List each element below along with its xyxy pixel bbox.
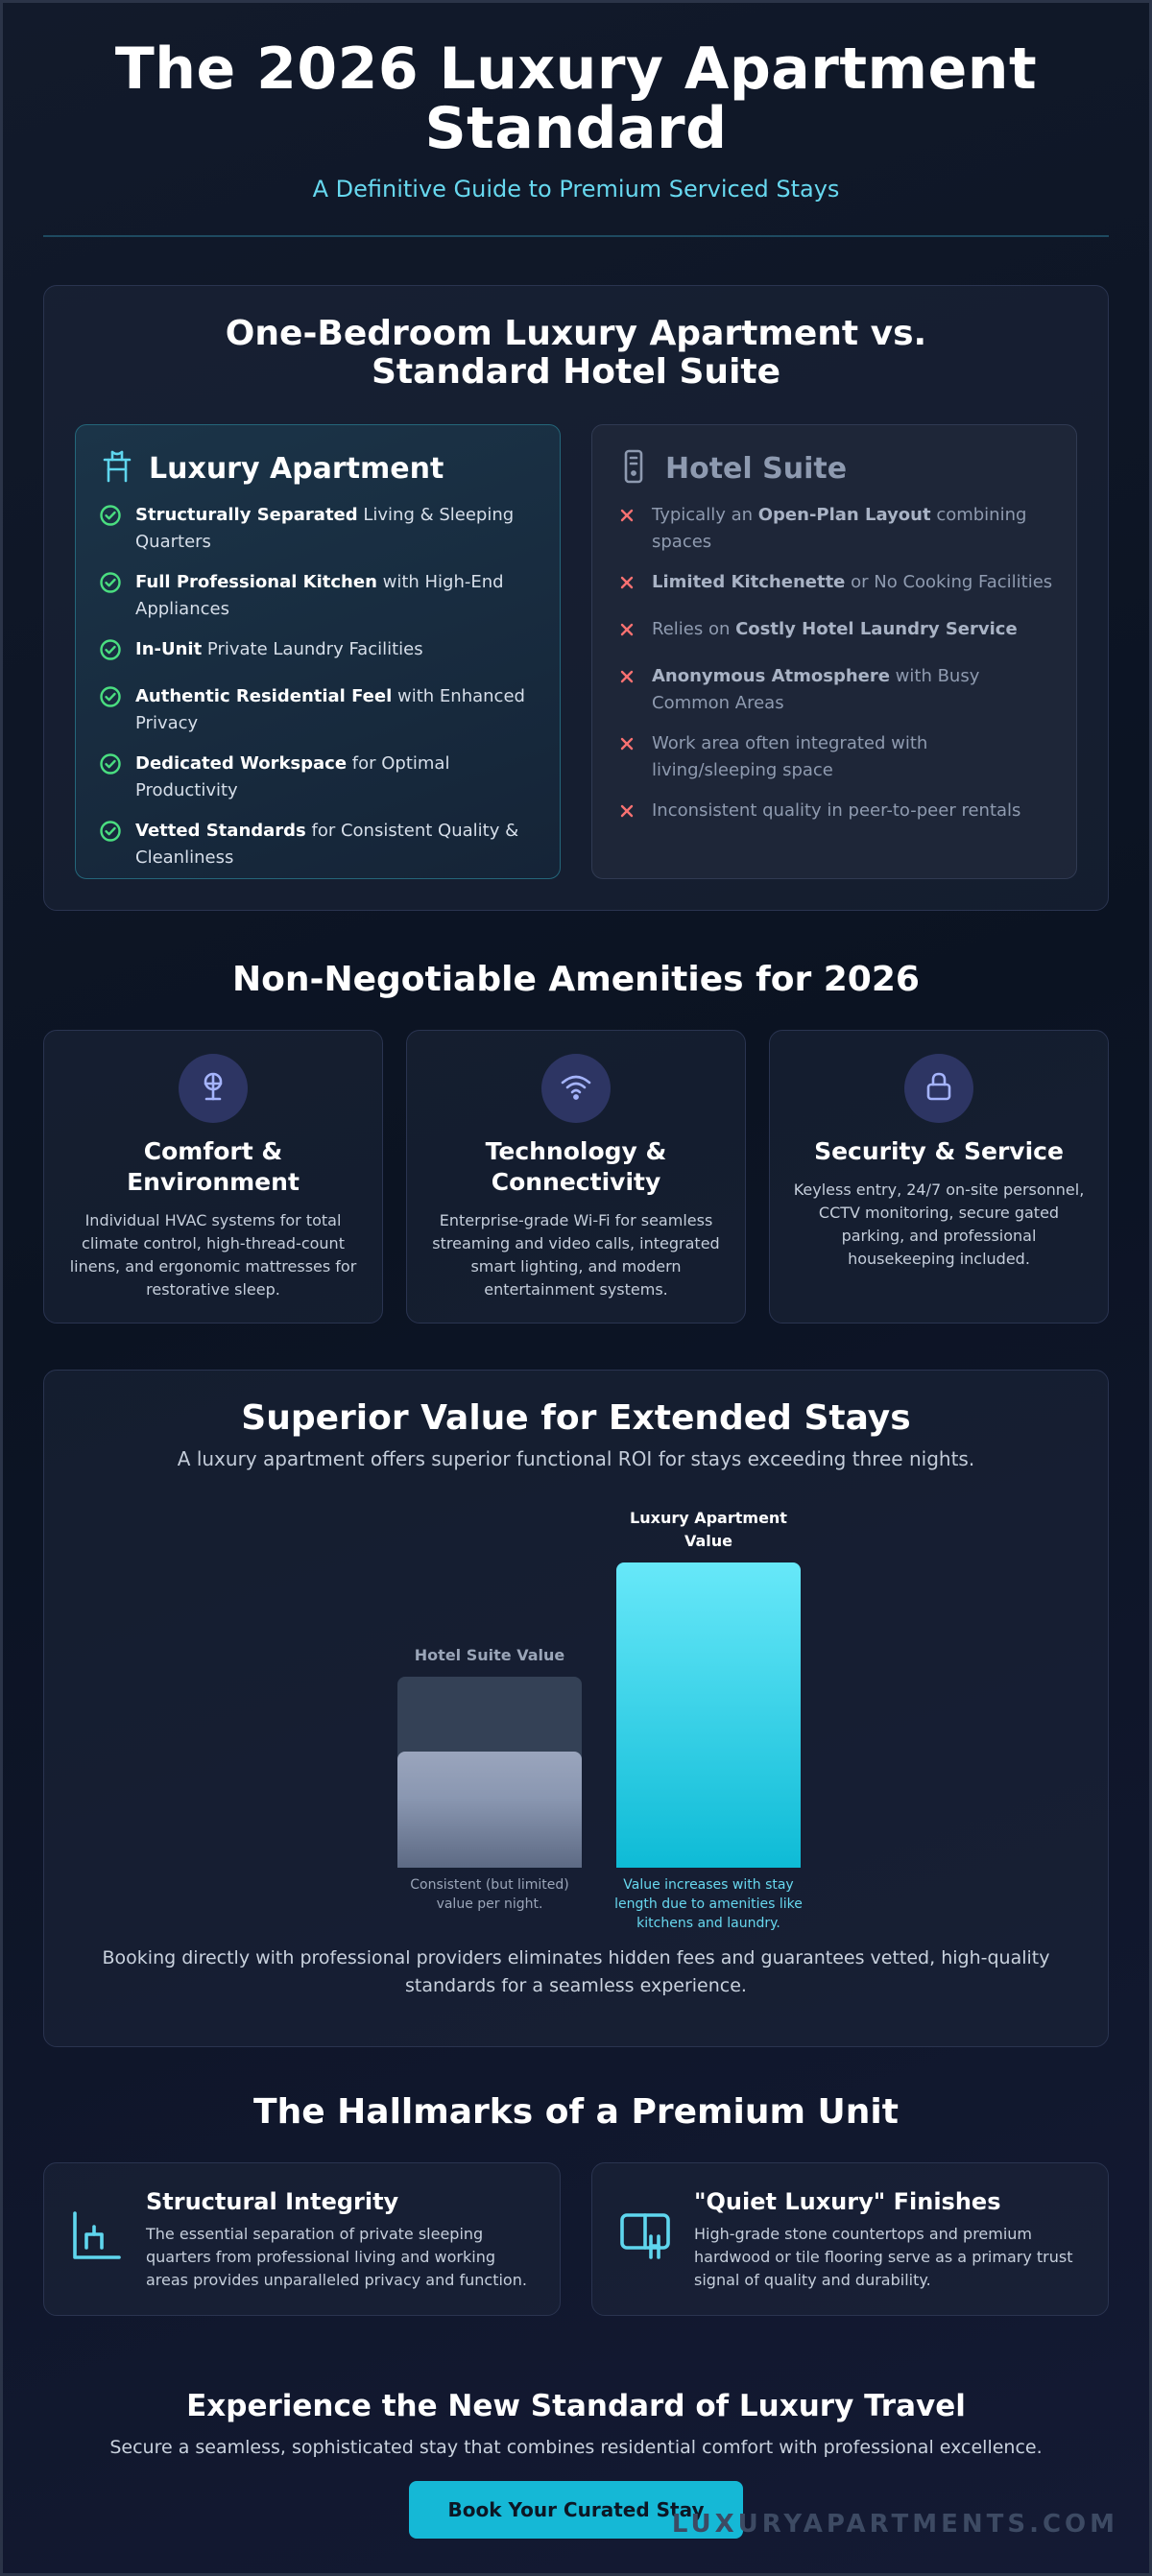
check-icon — [99, 502, 124, 556]
building-icon — [615, 448, 652, 489]
hallmark-title: Structural Integrity — [146, 2188, 399, 2215]
list-item-text — [652, 663, 1053, 717]
item-emphasis: Authentic Residential Feel — [135, 686, 393, 706]
item-emphasis: Open-Plan Layout — [757, 505, 931, 525]
item-suffix: combining spaces — [652, 505, 1027, 552]
list-item — [99, 818, 537, 871]
list-item-text — [135, 569, 537, 623]
hallmark-text: High-grade stone countertops and premium hardwood or tile flooring serve as a primary trust signal of quality and durability. — [694, 2225, 1073, 2289]
amenity-card-technology — [406, 1030, 746, 1324]
list-item — [99, 502, 537, 556]
value-section — [43, 1370, 1109, 2047]
item-suffix: Living & Sleeping Quarters — [135, 505, 515, 552]
bar-label: Luxury Apartment Value — [630, 1509, 787, 1550]
amenities-title: Non-Negotiable Amenities for 2026 — [232, 960, 920, 999]
list-item — [99, 569, 537, 623]
floorplan-icon — [69, 2249, 125, 2267]
cross-icon — [615, 569, 640, 603]
item-prefix: Work area often integrated with living/sleeping space — [652, 733, 928, 780]
check-icon — [99, 569, 124, 623]
item-emphasis: Dedicated Workspace — [135, 753, 348, 774]
check-icon — [99, 751, 124, 804]
amenity-text: Individual HVAC systems for total climate control, high-thread-count linens, and ergonomic mattresses for restorative sleep. — [69, 1211, 357, 1299]
amenity-card-comfort — [43, 1030, 383, 1324]
cross-icon — [615, 502, 640, 556]
amenity-card-security — [769, 1030, 1109, 1324]
amenity-title: Technology & Connectivity — [485, 1137, 667, 1196]
amenity-text: Keyless entry, 24/7 on-site personnel, CCTV monitoring, secure gated parking, and professional housekeeping included. — [793, 1181, 1085, 1268]
item-suffix: with Busy Common Areas — [652, 666, 980, 713]
list-item — [615, 569, 1053, 603]
item-prefix: Typically an — [652, 505, 758, 525]
item-prefix: Inconsistent quality in peer-to-peer rentals — [652, 800, 1021, 821]
countertop-icon — [617, 2249, 673, 2267]
amenities-section — [43, 1030, 1109, 1324]
item-emphasis: Costly Hotel Laundry Service — [735, 619, 1018, 639]
list-item — [615, 616, 1053, 650]
item-suffix: with Enhanced Privacy — [135, 686, 525, 733]
item-suffix: for Consistent Quality & Cleanliness — [135, 821, 519, 868]
value-footer: Booking directly with professional providers eliminates hidden fees and guarantees vetted, high-quality standards for a seamless experience. — [102, 1947, 1050, 1996]
item-emphasis: Full Professional Kitchen — [135, 572, 377, 592]
check-icon — [99, 683, 124, 737]
lock-icon — [923, 1070, 955, 1107]
list-item-text — [135, 818, 537, 871]
list-item-text — [135, 636, 423, 670]
item-suffix: with High-End Appliances — [135, 572, 504, 619]
hero-divider — [43, 235, 1109, 237]
list-item — [615, 663, 1053, 717]
hotel-column-title: Hotel Suite — [665, 451, 848, 486]
hallmark-title: "Quiet Luxury" Finishes — [694, 2188, 1001, 2215]
list-item — [99, 636, 537, 670]
list-item — [99, 751, 537, 804]
list-item — [615, 730, 1053, 784]
hallmark-card-finishes — [591, 2162, 1109, 2316]
amenity-title: Security & Service — [814, 1137, 1064, 1165]
hero — [43, 3, 1109, 237]
bar-label: Hotel Suite Value — [414, 1646, 565, 1665]
hallmark-card-structural — [43, 2162, 561, 2316]
hallmarks-section — [43, 2162, 1109, 2316]
list-item-text — [652, 730, 1053, 784]
bar-note: Value increases with stay length due to amenities like kitchens and laundry. — [614, 1877, 803, 1931]
bar-note: Consistent (but limited) value per night. — [410, 1877, 569, 1912]
item-suffix: for Optimal Productivity — [135, 753, 450, 800]
list-item-text — [135, 683, 537, 737]
cta-subtitle: Secure a seamless, sophisticated stay that combines residential comfort with professional excellence. — [109, 2437, 1043, 2458]
item-prefix: Relies on — [652, 619, 736, 639]
page-title: The 2026 Luxury Apartment Standard — [114, 36, 1038, 162]
luxury-column-title: Luxury Apartment — [149, 451, 444, 486]
bar-luxury-apartment — [616, 1562, 801, 1868]
hallmark-text: The essential separation of private sleeping quarters from professional living and working areas provides unparalleled privacy and function. — [146, 2225, 527, 2289]
cross-icon — [615, 616, 640, 650]
hallmarks-title: The Hallmarks of a Premium Unit — [253, 2092, 899, 2132]
wifi-icon — [559, 1070, 593, 1107]
cross-icon — [615, 663, 640, 717]
item-suffix: or No Cooking Facilities — [845, 572, 1053, 592]
list-item-text — [135, 502, 537, 556]
list-item-text — [135, 751, 537, 804]
value-title: Superior Value for Extended Stays — [241, 1398, 911, 1438]
list-item — [99, 683, 537, 737]
list-item — [615, 502, 1053, 556]
amenity-text: Enterprise-grade Wi-Fi for seamless streaming and video calls, integrated smart lighting, and modern entertainment systems. — [432, 1211, 720, 1299]
item-emphasis: Structurally Separated — [135, 505, 358, 525]
luxury-apartment-column — [75, 424, 561, 879]
dining-table-icon — [99, 448, 135, 489]
list-item — [615, 798, 1053, 831]
list-item-text — [652, 616, 1018, 650]
cross-icon — [615, 798, 640, 831]
watermark: LUXURYAPARTMENTS.COM — [671, 2510, 1118, 2539]
item-suffix: Private Laundry Facilities — [202, 639, 423, 659]
comparison-title: One-Bedroom Luxury Apartment vs. Standard Hotel Suite — [225, 314, 927, 392]
bar-hotel-suite — [397, 1752, 582, 1868]
check-icon — [99, 818, 124, 871]
lamp-icon — [197, 1070, 229, 1107]
item-emphasis: Anonymous Atmosphere — [652, 666, 890, 686]
value-bar-chart — [79, 1484, 1077, 1944]
hotel-suite-column — [591, 424, 1077, 879]
book-stay-button[interactable]: Book Your Curated Stay — [409, 2481, 743, 2539]
check-icon — [99, 636, 124, 670]
amenity-title: Comfort & Environment — [127, 1137, 300, 1196]
comparison-section — [43, 285, 1109, 911]
page-subtitle: A Definitive Guide to Premium Serviced Stays — [312, 176, 840, 203]
list-item-text — [652, 798, 1020, 831]
list-item-text — [652, 502, 1053, 556]
list-item-text — [652, 569, 1052, 603]
cross-icon — [615, 730, 640, 784]
value-lead: A luxury apartment offers superior functional ROI for stays exceeding three nights. — [177, 1447, 975, 1470]
cta-title: Experience the New Standard of Luxury Travel — [186, 2389, 966, 2423]
item-emphasis: Limited Kitchenette — [652, 572, 846, 592]
item-emphasis: In-Unit — [135, 639, 203, 659]
item-emphasis: Vetted Standards — [135, 821, 306, 841]
